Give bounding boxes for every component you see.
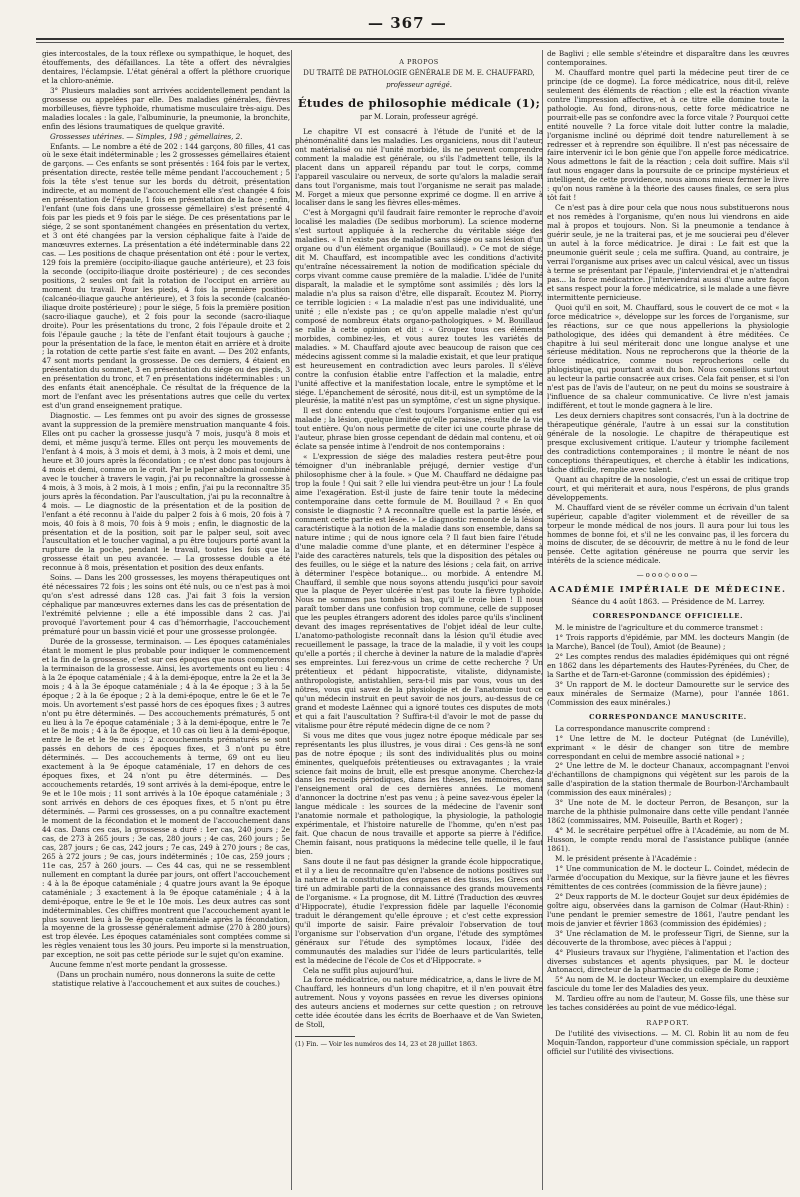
paragraph: M. Chauffard vient de se révéler comme un écrivain d'un talent supérieur, capable d'agiter violemment et de réveiller de sa torpeur le monde médical de nos jours. Il aura pour lui tous les hommes de bonne foi, et s'il ne les convainc pas, il les forcera du moins de discuter, de se découvrir, de mettre à nu le fond de leur pensée. Cette agitation généreuse ne pourra que servir les intérêts de la science médicale. [547, 502, 789, 566]
paragraph: 3° Un rapport de M. le docteur Damourette sur le service des eaux minérales de Sermaize (Marne), pour l'année 1861. (Commission des eaux minérales.) [547, 679, 789, 707]
paragraph: 2° Une lettre de M. le docteur Chanaux, accompagnant l'envoi d'échantillons de champignons qui végètent sur les parois de la salle d'aspiration de la station thermale de Bourbon-l'Archambault (commission des eaux minérales) ; [547, 761, 789, 798]
paragraph: 1° Une communication de M. le docteur L. Coindet, médecin de l'armée d'occupation du Mexique, sur la fièvre jaune et les fièvres rémittentes de ces contrées (commission de la fièvre jaune) ; [547, 863, 789, 891]
column-left [42, 50, 290, 1185]
paragraph: gies intercostales, de la toux réflexe ou sympathique, le hoquet, des étouffements, des défaillances. La tête a offert des névralgies dentaires, l'éclampsie. L'état général a offert la pléthore cruorique et la chloro-anémie. [42, 50, 290, 85]
paragraph: « L'expression de siége des maladies restera peut-être pour témoigner d'un inébranlable préjugé, dernier vestige d'un philosophisme cher à la foule. » Que M. Chauffard ne dédaigne pas trop la foule ! Qui sait ? elle lui viendra peut-être un jour ! La foule aime l'exagération. Est-il juste de faire tenir toute la médecine contemporaine dans cette formule de M. Bouillaud ? « En quoi consiste le diagnostic ? A reconnaître quelle est la partie lésée, et comment cette partie est lésée. » Le diagnostic remonte de la lésion caractéristique à la notion de la maladie dans son ensemble, dans sa nature intime ; qui de nous ignore cela ? Il faut bien faire l'étude d'une maladie comme d'une plante, et en déterminer l'espèce à l'aide des caractères naturels, tels que la disposition des pétales ou des feuilles, ou le siége et la nature des lésions ; cela fait, on arrive à déterminer l'espèce botanique... ou morbide. A entendre M. Chauffard, il semble que nous soyons attendu jusqu'ici pour savoir que la plaque de Peyer ulcérée n'est pas toute la fièvre typhoïde. Nous ne sommes pas tombés si bas, qu'il le croie bien ! Il nous paraît tomber dans une confusion trop commune, celle de supposer que les peuples étrangers adorent des idoles parce qu'ils s'inclinent devant des images représentatives de l'objet idéal de leur culte. L'anatomo-pathologiste reconnaît dans la lésion qu'il étudie avec recueillement le passage, la trace de la maladie, il y voit les coups qu'elle a portés ; il cherche à deviner la nature de la maladie d'après ses empreintes. Lui ferez-vous un crime de cette recherche ? Un prétentieux et pédant hippocratiste, vitaliste, didynamiste, anthropologiste, antistahlien, sera-t-il mis par vous, vous un des nôtres, vous qui savez de la physiologie et de l'anatomie tout ce qu'un médecin instruit en peut savoir de nos jours, au-dessus de ce grand et modeste Laënnec qui a ignoré toutes ces disputes de mots et qui a fait l'auscultation ? Suffira-t-il d'avoir le mot de passe du vitalisme pour être réputé médecin digne de ce nom ? [295, 452, 543, 730]
paragraph: M. Tardieu offre au nom de l'auteur, M. Gosse fils, une thèse sur les taches considérées au point de vue médico-légal. [547, 994, 789, 1013]
session-line: Séance du 4 août 1863. — Présidence de M. Larrey. [571, 597, 765, 607]
paragraph: 1° Une lettre de M. le docteur Putégnat (de Lunéville), exprimant « le désir de changer son titre de membre correspondant en celui de membre associé national » ; [547, 733, 789, 761]
paragraph: 4° M. le secrétaire perpétuel offre à l'Académie, au nom de M. Husson, le compte rendu moral de l'assistance publique (année 1861). [547, 826, 789, 854]
academy-title: ACADÉMIE IMPÉRIALE DE MÉDECINE. [549, 585, 787, 596]
paragraph: Ce n'est pas à dire pour cela que nous nous substituerons nous et nos remèdes à l'organisme, qu'en nous lui viendrons en aide mal à propos et toujours. Non. Si la pneumonie a tendance à guérir seule, je ne la traiterai pas, et je me soucierai peu d'élever un autel à la force médicatrice. Je dirai : Le fait est que la pneumonie guérit seule ; cela me suffira. Quand, au contraire, je verrai l'organisme aux prises avec un calcul vésical, avec un tissus à terme se présentant par l'épaule, j'interviendrai et je n'attendrai pas... la force médicatrice. J'interviendrai aussi d'une autre façon et sans respect pour la force médicatrice, si le malade a une fièvre intermittente pernicieuse. [547, 203, 789, 302]
paragraph: 2° Les comptes rendus des maladies épidémiques qui ont régné en 1862 dans les départements des Hautes-Pyrénées, du Cher, de la Sarthe et de Tarn-et-Garonne (commission des épidémies) ; [547, 652, 789, 679]
paragraph: 3° Une note de M. le docteur Perron, de Besançon, sur la marche de la phthisie pulmonaire dans cette ville pendant l'année 1862 (commissaires, MM. Poiseuille, Barth et Roger) ; [547, 798, 789, 826]
paragraph: Soins. — Dans les 200 grossesses, les moyens thérapeutiques ont été nécessaires 72 fois ; les soins ont été nuls, ou ce n'est pas à moi qu'on s'est adressé dans 128 cas. J'ai fait 3 fois la version céphalique par manœuvres externes dans les cas de présentation de l'extrémité pelvienne ; elle a été impossible dans 2 cas. J'ai provoqué l'avortement pour 4 cas d'hémorrhagie, l'accouchement prématuré pour un bassin vicié et pour une grossesse prolongée. [42, 573, 290, 636]
paragraph: Quant au chapitre de la nosologie, c'est un essai de critique trop court, et qui mériterait et aura, nous l'espérons, de plus grands développements. [547, 474, 789, 502]
paragraph: Les deux derniers chapitres sont consacrés, l'un à la doctrine de thérapeutique générale, l'autre à un essai sur la constitution générale de la nosologie. Le chapitre de thérapeutique est presque exclusivement critique. L'auteur y triomphe facilement des contradictions contemporaines ; il montre le néant de nos conceptions thérapeutiques, et cherche à établir les indications, tâche difficile, remplie avec talent. [547, 411, 789, 474]
paragraph: 2° Deux rapports de M. le docteur Goujet sur deux épidémies de goître aigu, observées dans la garnison de Colmar (Haut-Rhin) : l'une pendant le premier semestre de 1861, l'autre pendant les mois de janvier et février 1863 (commission des épidémies) ; [547, 891, 789, 928]
paragraph: de Baglivi ; elle semble s'éteindre et disparaître dans les œuvres contemporaines. [547, 50, 789, 67]
paragraph: M. le président présente à l'Académie : [555, 854, 697, 864]
header-rule [36, 38, 784, 40]
article-header: DU TRAITÉ DE PATHOLOGIE GÉNÉRALE DE M. E. CHAUFFARD, [303, 68, 535, 77]
column-middle [295, 50, 543, 1190]
report-heading: RAPPORT. [646, 1019, 690, 1028]
article-author-role: professeur agrégé. [386, 80, 452, 89]
section-ornament: —ooo◇ooo— [636, 571, 700, 580]
paragraph: Enfants. — Le nombre a été de 202 : 144 garçons, 80 filles, 41 cas où le sexe était indéterminable ; les 2 grossesses gémellaires étaient de garçons. — Ces enfants se sont présentés : 164 fois par le vertex, présentation directe, restée telle même pendant l'accouchement ; 5 fois la tête s'est tenue sur les bords du détroit, présentation indirecte, et au moment de l'accouchement elle s'est changée 4 fois en présentation de l'épaule, 1 fois en présentation de la face ; enfin, l'enfant (une fois dans une grossesse gémellaire) s'est présenté 4 fois par les pieds et 9 fois par le siége. De ces présentations par le siége, 2 se sont spontanément changées en présentation du vertex, et 3 ont été changées par la version céphalique faite à l'aide de manœuvres externes. La présentation a été indéterminable dans 22 cas. — Les positions de chaque présentation ont été : pour le vertex, 129 fois la première (occipito-iliaque gauche antérieure), et 23 fois la seconde (occipito-iliaque droite postérieure) ; de ces secondes positions, 2 seules ont fait la rotation de l'occiput en arrière au moment du travail. Pour les pieds, 4 fois la première position (calcanéo-iliaque gauche antérieure), et 3 fois la seconde (calcanéo-iliaque droite postérieure) ; pour le siége, 5 fois la première position (sacro-iliaque gauche), et 2 fois pour la seconde (sacro-iliaque droite). Pour les présentations du tronc, 2 fois l'épaule droite et 2 fois l'épaule gauche ; la tête de l'enfant était toujours à gauche ; pour la présentation de la face, le menton était en arrière et à droite ; la rotation de cette partie s'est faite en avant. — Des 202 enfants, 47 sont morts pendant la grossesse. De ces derniers, 4 étaient en présentation du sommet, 3 en présentation du siége ou des pieds, 3 en présentation du tronc, et 7 en présentations indéterminables : un des enfants était anencéphale. Ce résultat de la fréquence de la mort de l'enfant avec les présentations autres que celle du vertex est d'un grand enseignement pratique. [42, 141, 290, 411]
paragraph: Si vous me dites que vous jugez notre époque médicale par ses représentants les plus illustres, je vous dirai : Ces gens-là ne sont pas de notre époque ; ils sont des individualités plus ou moins éminentes, quelquefois prétentieuses ou extravagantes ; la vraie science fait moins de bruit, elle est presque anonyme. Cherchez-la dans les recueils périodiques, dans les thèses, les mémoires, dans l'enseignement oral de ces dernières années. Le moment d'annoncer la doctrine n'est pas venu ; à peine savez-vous épeler la langue médicale : les sources de la médecine de l'avenir sont l'anatomie normale et pathologique, la physiologie, la pathologie expérimentale, et l'histoire naturelle de l'homme, qu'en n'est pas fait. Que chacun de nous travaille et apporte sa pierre à l'édifice. Chemin faisant, nous pratiquons la médecine telle quelle, il le faut bien. [295, 730, 543, 857]
footnote-rule [295, 1036, 355, 1037]
paragraph: La correspondance manuscrite comprend : [555, 723, 711, 733]
paragraph: C'est à Morgagni qu'il faudrait faire remonter le reproche d'avoir localisé les maladies (De sedibus morborum). La science moderne s'est surtout appliquée à la recherche du véritable siége des maladies. « Il n'existe pas de maladie sans siége ou sans lésion d'un organe ou d'un élément organique (Bouillaud). » Ce mot de siége, dit M. Chauffard, est incompatible avec les conditions d'activité qu'entraîne nécessairement la notion de modification spéciale du corps vivant comme cause première de la maladie. L'idée de l'unité disparaît, la maladie et le symptôme sont assimilés ; dès lors la maladie n'a plus sa raison d'être, elle disparaît. Ecoutez M. Piorry, ce terrible logicien : « La maladie n'est pas une individualité, une unité ; elle n'existe pas ; ce qu'on appelle maladie n'est qu'un composé de nombreux états organo-pathologiques. » M. Bouillaud se rallie à cette opinion et dit : « Groupez tous ces éléments morbides, combinez-les, et vous aurez toutes les variétés de maladies. » M. Chauffard ajoute avec beaucoup de raison que ces médecins agissent comme si la maladie existait, et que leur pratique est heureusement en contradiction avec leurs paroles. Il s'élève contre la confusion établie entre l'affection et la maladie, entre l'unité affective et la manifestation locale, entre le symptôme et le siége. L'épanchement de sérosité, nous dit-il, est un symptôme de la pleurésie, la matité n'est pas un symptôme, c'est un signe physique. [295, 208, 543, 406]
paragraph: Il est donc entendu que c'est toujours l'organisme entier qui est malade ; la lésion, quelque limitée qu'elle paraisse, résulte de la vie tout entière. Qu'on nous permette de citer ici une courte phrase de l'auteur, phrase bien grosse cependant de dédain mal contenu, et où éclate sa pensée intime à l'endroit de nos contemporains : [295, 406, 543, 452]
paragraph: Aucune femme n'est morte pendant la grossesse. [50, 960, 228, 970]
paragraph: 4° Plusieurs travaux sur l'hygiène, l'alimentation et l'action des diverses substances et agents physiques, par M. le docteur Antonacci, directeur de la pharmacie du collège de Rome ; [547, 947, 789, 975]
paragraph: Sans doute il ne faut pas désigner la grande école hippocratique, et il y a lieu de reconnaître qu'en l'absence de notions positives sur la nature et la constitution des organes et des tissus, les Grecs ont tiré un admirable parti de la connaissance des grands mouvements de l'organisme. « La prognose, dit M. Littré (Traduction des œuvres d'Hippocrate), étudie l'expression fidèle par laquelle l'économie traduit le dérangement qu'elle éprouve ; et c'est cette expression qu'il importe de saisir. Faire prévaloir l'observation de tout l'organisme sur l'observation d'un organe, l'étude des symptômes généraux sur l'étude des symptômes locaux, l'idée des communautés des maladies sur l'idée de leurs particularités, telle est la médecine de l'école de Cos et d'Hippocrate. » [295, 857, 543, 965]
paragraph: La force médicatrice, ou nature médicatrice, a, dans le livre de M. Chauffard, les honneurs d'un long chapitre, et il n'en pouvait être autrement. Nous y voyons passées en revue les diverses opinions des auteurs anciens et modernes sur cette question ; on retrouve cette idée écoutée dans les écrits de Boerhaave et de Van Swieten, de Stoll, [295, 975, 543, 1030]
article-byline: par M. Lorain, professeur agrégé. [360, 112, 478, 121]
article-title: Études de philosophie médicale (1); [297, 95, 541, 110]
paragraph: 5° Au nom de M. le docteur Wecker, un exemplaire du deuxième fascicule du tome Ier des Maladies des yeux. [547, 975, 789, 994]
paragraph: Diagnostic. — Les femmes ont pu avoir des signes de grossesse avant la suppression de la première menstruation manquante 4 fois. Elles ont pu cacher la grossesse jusqu'à 7 mois, jusqu'à 8 mois et demi, et même jusqu'à terme. Elles ont perçu les mouvements de l'enfant à 4 mois, à 3 mois et demi, à 3 mois, à 2 mois et demi, une heure et 30 jours après la fécondation ; ce n'est donc pas toujours à 4 mois et demi, comme on le croit. Par le palper abdominal combiné avec le toucher à travers le vagin, j'ai pu reconnaître la grossesse à 4 mois, à 3 mois, à 2 mois, à 1 mois ; enfin, j'ai pu la reconnaître 35 jours après la fécondation. Par l'auscultation, j'ai pu la reconnaître à 4 mois. — Le diagnostic de la présentation et de la position de l'enfant a été reconnu à l'aide du palper 2 fois à 6 mois, 20 fois à 7 mois, 40 fois à 8 mois, 70 fois à 9 mois ; enfin, le diagnostic de la présentation et de la position, soit par le palper seul, soit avec l'auscultation et le toucher vaginal, a pu être toujours porté avant la rupture de la poche, pendant le travail, toutes les fois que la grossesse était un peu avancée. — La grossesse double a été reconnue à 8 mois, présentation et position des deux enfants. [42, 411, 290, 573]
paragraph: De l'utilité des vivisections. — M. Cl. Robin lit au nom de feu Moquin-Tandon, rapporteur d'une commission spéciale, un rapport officiel sur l'utilité des vivisections. [547, 1029, 789, 1057]
paragraph: 1° Trois rapports d'épidémie, par MM. les docteurs Mangin (de la Marche), Bancel (de Toul), Amiot (de Beaune) ; [547, 633, 789, 652]
manuscript-correspondence-heading: CORRESPONDANCE MANUSCRITE. [589, 712, 747, 721]
official-correspondence-heading: CORRESPONDANCE OFFICIELLE. [592, 612, 744, 621]
page-number: — 367 — [368, 14, 447, 32]
paragraph: Le chapitre VI est consacré à l'étude de l'unité et de la phénoménalité dans les maladies. Les organiciens, nous dit l'auteur, ont matérialisé ou nié l'unité morbide, ils ne peuvent comprendre comment la maladie est générale, ou s'ils l'admettent telle, ils la placent dans un appareil répandu par tout le corps, comme l'appareil vasculaire ou nerveux, de sorte qu'alors la maladie serait dans tout l'organisme, mais tout l'organisme ne serait pas malade. M. Forget a mieux que personne exprimé ce dogme. Il en arrive à localiser dans le sang les fièvres elles-mêmes. [295, 126, 543, 208]
paragraph: Quoi qu'il en soit, M. Chauffard, sous le couvert de ce mot « la force médicatrice », développe sur les forces de l'organisme, sur les réactions, sur ce que nous appellerions la physiologie pathologique, des idées qui demandent à être méditées. Ce chapitre à lui seul mériterait donc une longue analyse et une sérieuse méditation. Nous ne reprocherons que la théorie de la force médicatrice, comme nous reprocherions celle du phlogistique, qui pourtant avait du bon. Nous conseillons surtout au lecteur la partie consacrée aux crises. Cela fait penser, et si l'on n'est pas de l'avis de l'auteur, on ne peut du moins se soustraire à l'influence de sa chaleur communicative. Ce livre n'est jamais indifférent, et tout le monde gagnera à le lire. [547, 302, 789, 411]
header-rule-thin [36, 42, 784, 43]
page-header [0, 14, 800, 36]
article-kicker: A PROPOS [399, 58, 439, 66]
column-divider-1 [291, 50, 292, 1190]
paragraph: M. Chauffard montre quel parti la médecine peut tirer de ce principe (de ce dogme). La force médicatrice, nous dit-il, relève seulement des éléments de réaction ; elle est la réaction vivante contre l'impression affective, et à ce titre elle domine toute la pathologie. Au fond, dirons-nous, cette force médicatrice ne pourrait-elle pas se confondre avec la force vitale ? Pourquoi cette entité nouvelle ? La force vitale doit lutter contre la maladie, l'organisme incliné ou déprimé doit tendre naturellement à se redresser et à reprendre son équilibre. Il n'est pas nécessaire de faire intervenir ici le bon génie que l'on appelle force médicatrice. Nous admettons le fait de la réaction ; cela doit suffire. Mais s'il faut nous engager dans la poursuite de ce principe mystérieux et intelligent, de cette providence, nous aimons mieux fermer le livre : qu'on nous ramène à la théorie des causes finales, ce sera plus tôt fait ! [547, 67, 789, 203]
paragraph: Grossesses utérines. — Simples, 198 ; gémellaires, 2. [50, 131, 243, 141]
paragraph: 3° Plusieurs maladies sont arrivées accidentellement pendant la grossesse ou appelées par elle. Des maladies générales, fièvres morbilleuses, fièvre typhoïde, rhumatisme musculaire très-aigu. Des maladies locales : la gale, l'albuminurie, la pneumonie, la bronchite, enfin des lésions traumatiques de quelque gravité. [42, 85, 290, 131]
paragraph: 3° Une réclamation de M. le professeur Tigri, de Sienne, sur la découverte de la thrombose, avec pièces à l'appui ; [547, 928, 789, 947]
paragraph: (Dans un prochain numéro, nous donnerons la suite de cette statistique relative à l'accouchement et aux suites de couches.) [52, 970, 280, 989]
paragraph: Cela ne suffit plus aujourd'hui. [303, 965, 414, 975]
column-right [547, 50, 789, 1185]
paragraph: M. le ministre de l'agriculture et du commerce transmet : [555, 623, 763, 633]
footnote: (1) Fin. — Voir les numéros des 14, 23 et 28 juillet 1863. [295, 1040, 478, 1049]
paragraph: Durée de la grossesse, terminaison. — Les époques cataméniales étant le moment le plus probable pour indiquer le commencement et la fin de la grossesse, c'est sur ces époques que nous compterons la terminaison de la grossesse. Ainsi, les avortements ont eu lieu : 4 à la 2e époque cataméniale ; 4 à la demi-époque, entre la 2e et la 3e mois ; 4 à la 3e époque cataméniale ; 4 à la 4e époque ; 3 à la 5e époque ; 2 à la 6e époque ; 2 à la demi-époque, entre le 6e et le 7e mois. Un avortement s'est passé hors de ces époques fixes ; 3 autres n'ont pu être déterminés. — Des accouchements prématurés, 5 ont eu lieu à la 7e époque cataméniale ; 3 à la demi-époque, entre le 7e et le 8e mois ; 4 à la 8e époque, et 10 cas où lieu à la demi-époque, entre le 8e et le 9e mois ; 2 accouchements prématurés se sont passés en dehors de ces époques fixes, et 3 n'ont pu être déterminés. — Des accouchements à terme, 69 ont eu lieu exactement à la 9e époque cataméniale, 17 en dehors de ces époques fixes, et 24 n'ont pu être déterminés. — Des accouchements retardés, 19 sont arrivés à la demi-époque, entre le 9e et le 10e mois ; 11 sont arrivés à la 10e époque cataméniale ; 3 sont arrivés en dehors de ces époques fixes, et 5 n'ont pu être déterminés. — Parmi ces grossesses, on a pu connaître exactement le moment de la fécondation et le moment de l'accouchement dans 44 cas. Dans ces cas, la grossesse a duré : 1er cas, 240 jours ; 2e cas, de 273 à 265 jours ; 3e cas, 280 jours ; 4e cas, 260 jours ; 5e cas, 287 jours ; 6e cas, 242 jours ; 7e cas, 249 à 270 jours ; 8e cas, 265 à 272 jours ; 9e cas, jours indéterminés ; 10e cas, 259 jours ; 11e cas, 257 à 260 jours. — Ces 44 cas, qui ne se ressemblent nullement en comptant la durée par jours, ont offert l'accouchement : 4 à la 8e époque cataméniale ; 4 quatre jours avant la 9e époque cataméniale ; 3 exactement à la 9e époque cataméniale ; 4 à la demi-époque, entre le 9e et le 10e mois. Les deux autres cas sont indéterminables. Ces chiffres montrent que l'accouchement ayant le plus souvent lieu à la 9e époque cataméniale après la fécondation, la moyenne de la grossesse généralement admise (270 à 280 jours) est trop élevée. Les époques cataméniales sont comptées comme si les règles venaient tous les 30 jours. Peu importe si la menstruation, par exception, ne soit pas cette période sur le sujet qu'on examine. [42, 636, 290, 960]
